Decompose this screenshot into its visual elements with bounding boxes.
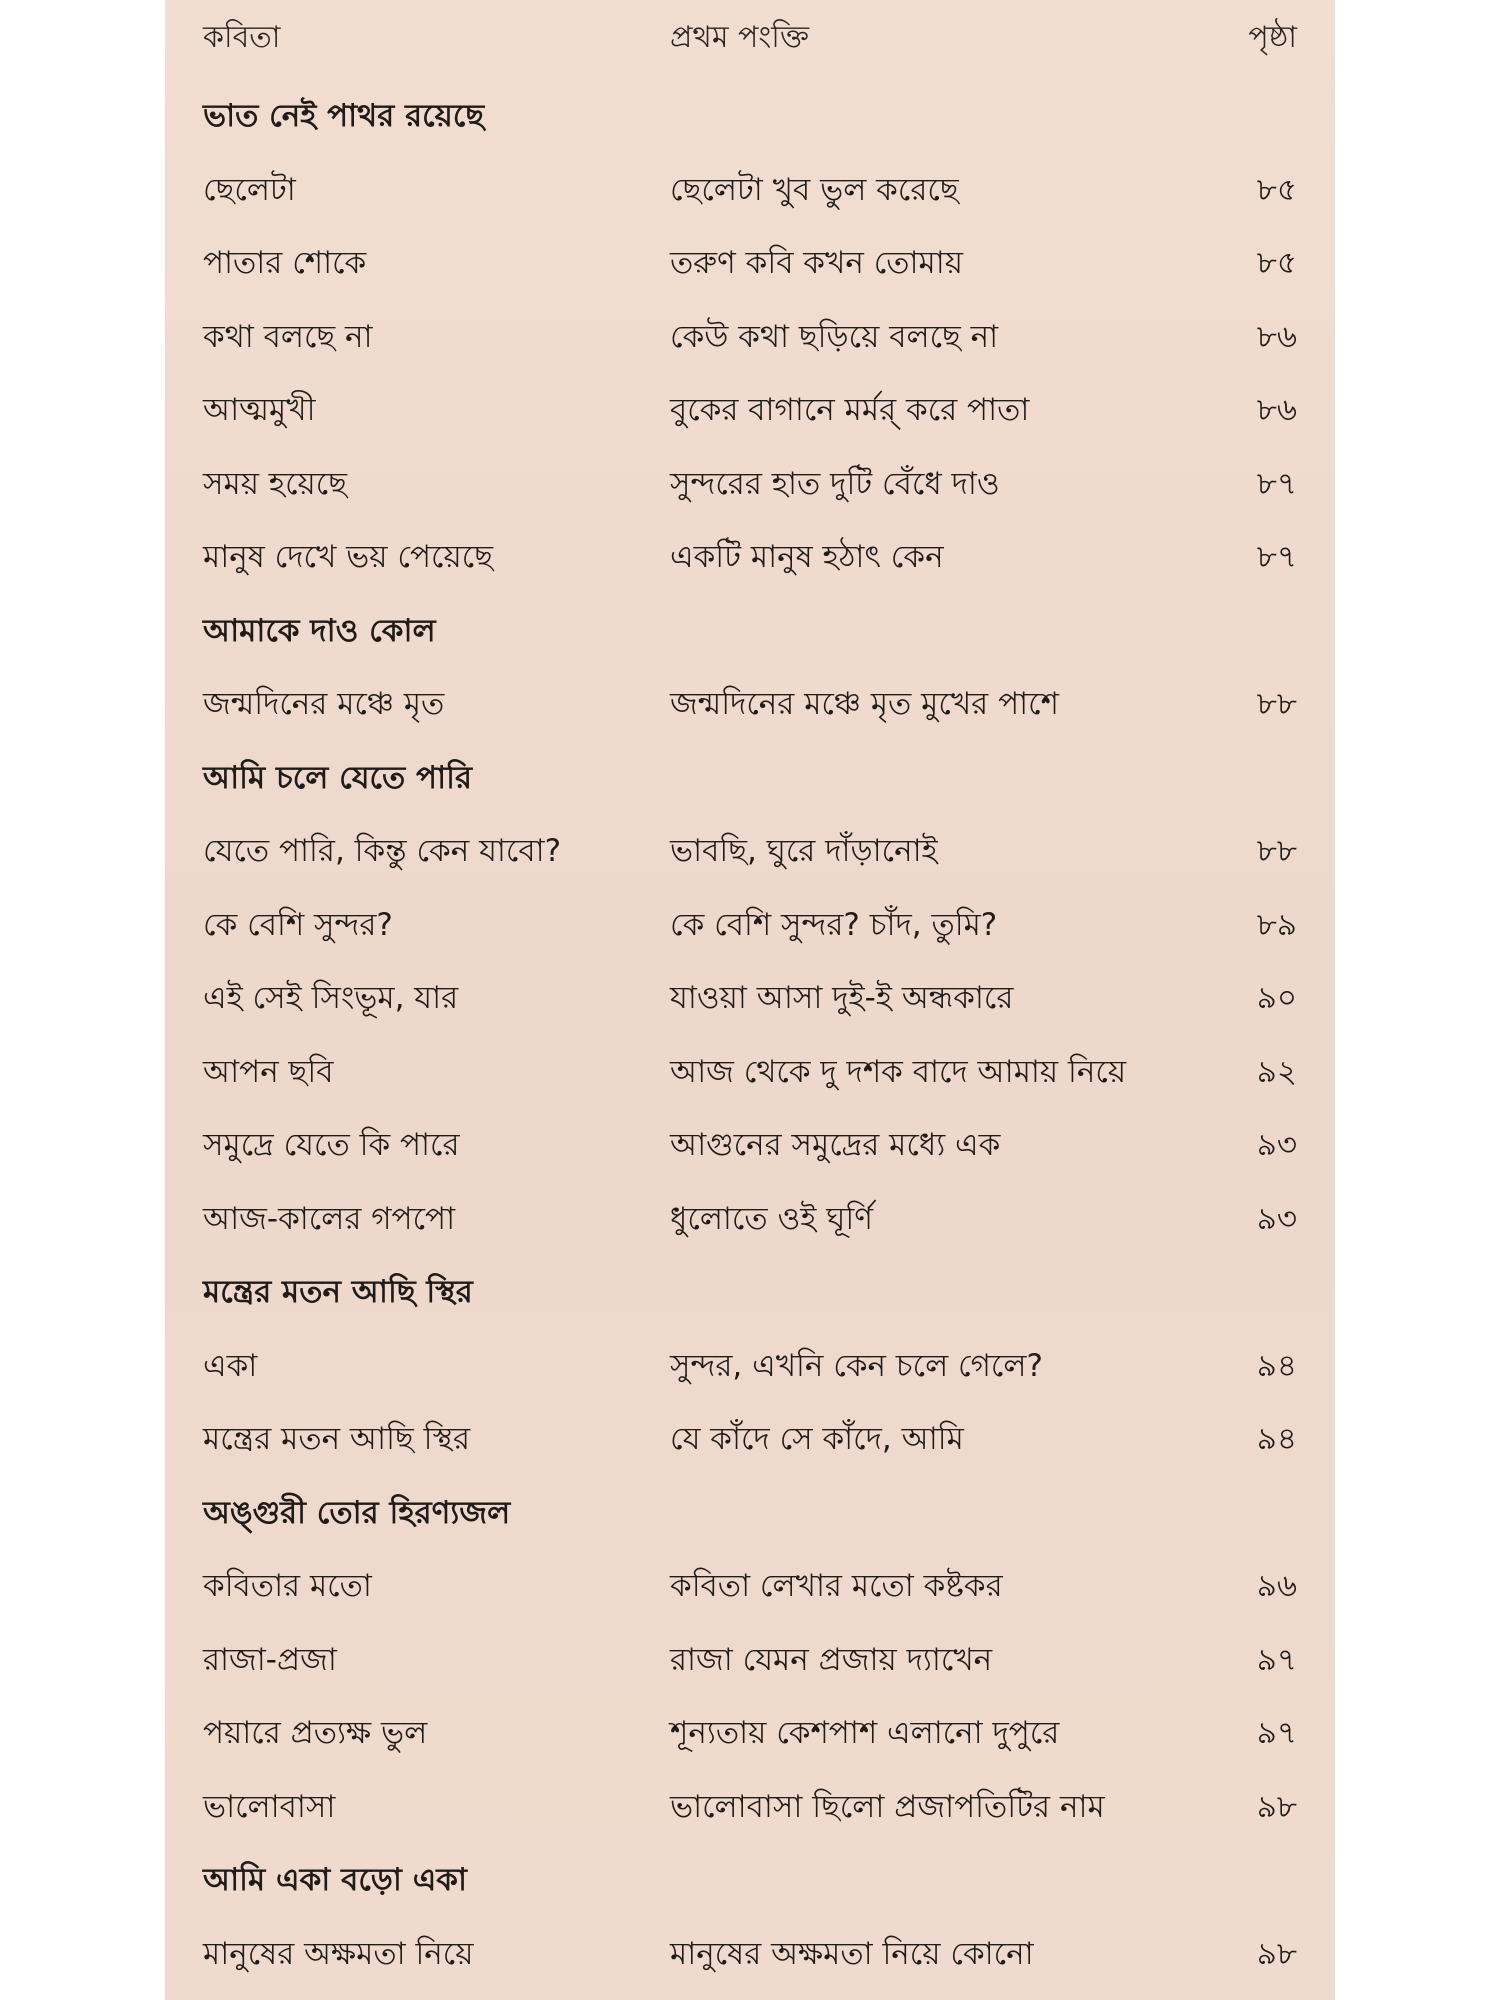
poem-title: জন্মদিনের মঞ্চে মৃত	[203, 686, 445, 722]
poem-title: কথা বলছে না	[203, 318, 373, 355]
table-row	[165, 521, 1335, 595]
poem-title: মন্ত্রের মতন আছি স্থির	[203, 1421, 471, 1457]
first-line: ভাবছি, ঘুরে দাঁড়ানোই	[670, 833, 938, 869]
poem-title: পয়ারে প্রত্যক্ষ ভুল	[203, 1715, 428, 1751]
first-line: কে বেশি সুন্দর? চাঁদ, তুমি?	[670, 906, 998, 943]
page-number: ৮৮	[1256, 833, 1297, 869]
first-line: বুকের বাগানে মর্মর্ করে পাতা	[670, 392, 1030, 428]
page-number: ৯২	[1256, 1053, 1297, 1090]
section-heading	[165, 80, 1335, 154]
table-row	[165, 962, 1335, 1036]
header-poem: কবিতা	[203, 20, 281, 55]
section-title: ভাত নেই পাথর রয়েছে	[203, 98, 485, 134]
book-page	[165, 0, 1335, 2000]
poem-title: মানুষের অক্ষমতা নিয়ে	[203, 1935, 474, 1972]
poem-title: একা	[203, 1347, 258, 1384]
header-page: পৃষ্ঠা	[1248, 20, 1297, 55]
first-line: যাওয়া আসা দুই-ই অন্ধকারে	[670, 980, 1014, 1016]
poem-title: আজ-কালের গপপো	[203, 1200, 456, 1237]
poem-title: মানুষ দেখে ভয় পেয়েছে	[203, 539, 493, 575]
poem-title: আপন ছবি	[203, 1053, 334, 1090]
section-title: আমি একা বড়ো একা	[203, 1862, 467, 1898]
table-row	[165, 1550, 1335, 1624]
table-row	[165, 1183, 1335, 1257]
table-row	[165, 1036, 1335, 1110]
page-number: ৯৭	[1256, 1715, 1297, 1751]
table-row	[165, 815, 1335, 889]
page-number: ৯৮	[1256, 1788, 1297, 1825]
page-number: ৮৬	[1256, 318, 1297, 355]
table-row	[165, 1697, 1335, 1771]
page-number: ৯৩	[1256, 1200, 1297, 1237]
first-line: একটি মানুষ হঠাৎ কেন	[670, 539, 944, 575]
page-number: ৯৪	[1256, 1347, 1297, 1384]
page-number: ৯৭	[1256, 1641, 1297, 1678]
table-row	[165, 1771, 1335, 1845]
first-line: আগুনের সমুদ্রের মধ্যে এক	[670, 1127, 1001, 1163]
poem-title: কে বেশি সুন্দর?	[203, 906, 393, 943]
poem-title: সমুদ্রে যেতে কি পারে	[203, 1127, 460, 1163]
poem-title: কবিতার মতো	[203, 1568, 372, 1604]
section-heading	[165, 595, 1335, 669]
table-row	[165, 227, 1335, 301]
page-number: ৮৭	[1256, 539, 1297, 575]
section-title: অঙ্গুরী তোর হিরণ্যজল	[203, 1494, 511, 1531]
table-row	[165, 889, 1335, 963]
first-line: সুন্দর, এখনি কেন চলে গেলে?	[670, 1347, 1043, 1384]
page-number: ৯৩	[1256, 1127, 1297, 1163]
first-line: কবিতা লেখার মতো কষ্টকর	[670, 1568, 1003, 1604]
poem-title: সময় হয়েছে	[203, 465, 348, 502]
poem-title: রাজা-প্রজা	[203, 1641, 337, 1678]
page-number: ৮৫	[1256, 245, 1297, 281]
first-line: কেউ কথা ছড়িয়ে বলছে না	[670, 318, 999, 355]
table-row	[165, 301, 1335, 375]
page-number: ৮৫	[1256, 171, 1297, 208]
contents-list	[165, 80, 1335, 1991]
page-number: ৮৬	[1256, 392, 1297, 428]
first-line: ধুলোতে ওই ঘূর্ণি	[670, 1200, 874, 1237]
poem-title: পাতার শোকে	[203, 245, 367, 281]
poem-title: এই সেই সিংভূম, যার	[203, 980, 459, 1016]
table-row	[165, 668, 1335, 742]
first-line: ভালোবাসা ছিলো প্রজাপতিটির নাম	[670, 1788, 1105, 1825]
section-heading	[165, 1256, 1335, 1330]
page-number: ৯৬	[1256, 1568, 1297, 1604]
table-row	[165, 154, 1335, 228]
poem-title: ছেলেটা	[203, 171, 296, 208]
first-line: মানুষের অক্ষমতা নিয়ে কোনো	[670, 1935, 1034, 1972]
table-header	[165, 14, 1335, 62]
section-title: আমি চলে যেতে পারি	[203, 759, 473, 796]
table-row	[165, 1624, 1335, 1698]
page-number: ৯৮	[1256, 1935, 1297, 1972]
first-line: তরুণ কবি কখন তোমায়	[670, 245, 964, 281]
section-title: মন্ত্রের মতন আছি স্থির	[203, 1274, 473, 1310]
page-number: ৮৮	[1256, 686, 1297, 722]
first-line: জন্মদিনের মঞ্চে মৃত মুখের পাশে	[670, 686, 1059, 722]
table-row	[165, 1330, 1335, 1404]
section-heading	[165, 742, 1335, 816]
first-line: রাজা যেমন প্রজায় দ্যাখেন	[670, 1641, 993, 1678]
table-row	[165, 374, 1335, 448]
first-line: সুন্দরের হাত দুটি বেঁধে দাও	[670, 465, 1000, 502]
first-line: আজ থেকে দু দশক বাদে আমায় নিয়ে	[670, 1053, 1127, 1090]
table-row	[165, 448, 1335, 522]
poem-title: ভালোবাসা	[203, 1788, 336, 1825]
page-number: ৮৭	[1256, 465, 1297, 502]
table-row	[165, 1918, 1335, 1992]
page-number: ৮৯	[1256, 906, 1297, 943]
section-title: আমাকে দাও কোল	[203, 612, 436, 649]
section-heading	[165, 1477, 1335, 1551]
header-first-line: প্রথম পংক্তি	[670, 20, 810, 55]
first-line: শূন্যতায় কেশপাশ এলানো দুপুরে	[670, 1715, 1060, 1751]
page-number: ৯০	[1256, 980, 1297, 1016]
section-heading	[165, 1844, 1335, 1918]
table-row	[165, 1403, 1335, 1477]
poem-title: যেতে পারি, কিন্তু কেন যাবো?	[203, 833, 562, 869]
page-number: ৯৪	[1256, 1421, 1297, 1457]
first-line: ছেলেটা খুব ভুল করেছে	[670, 171, 959, 208]
first-line: যে কাঁদে সে কাঁদে, আমি	[670, 1421, 964, 1457]
table-row	[165, 1109, 1335, 1183]
poem-title: আত্মমুখী	[203, 392, 316, 428]
